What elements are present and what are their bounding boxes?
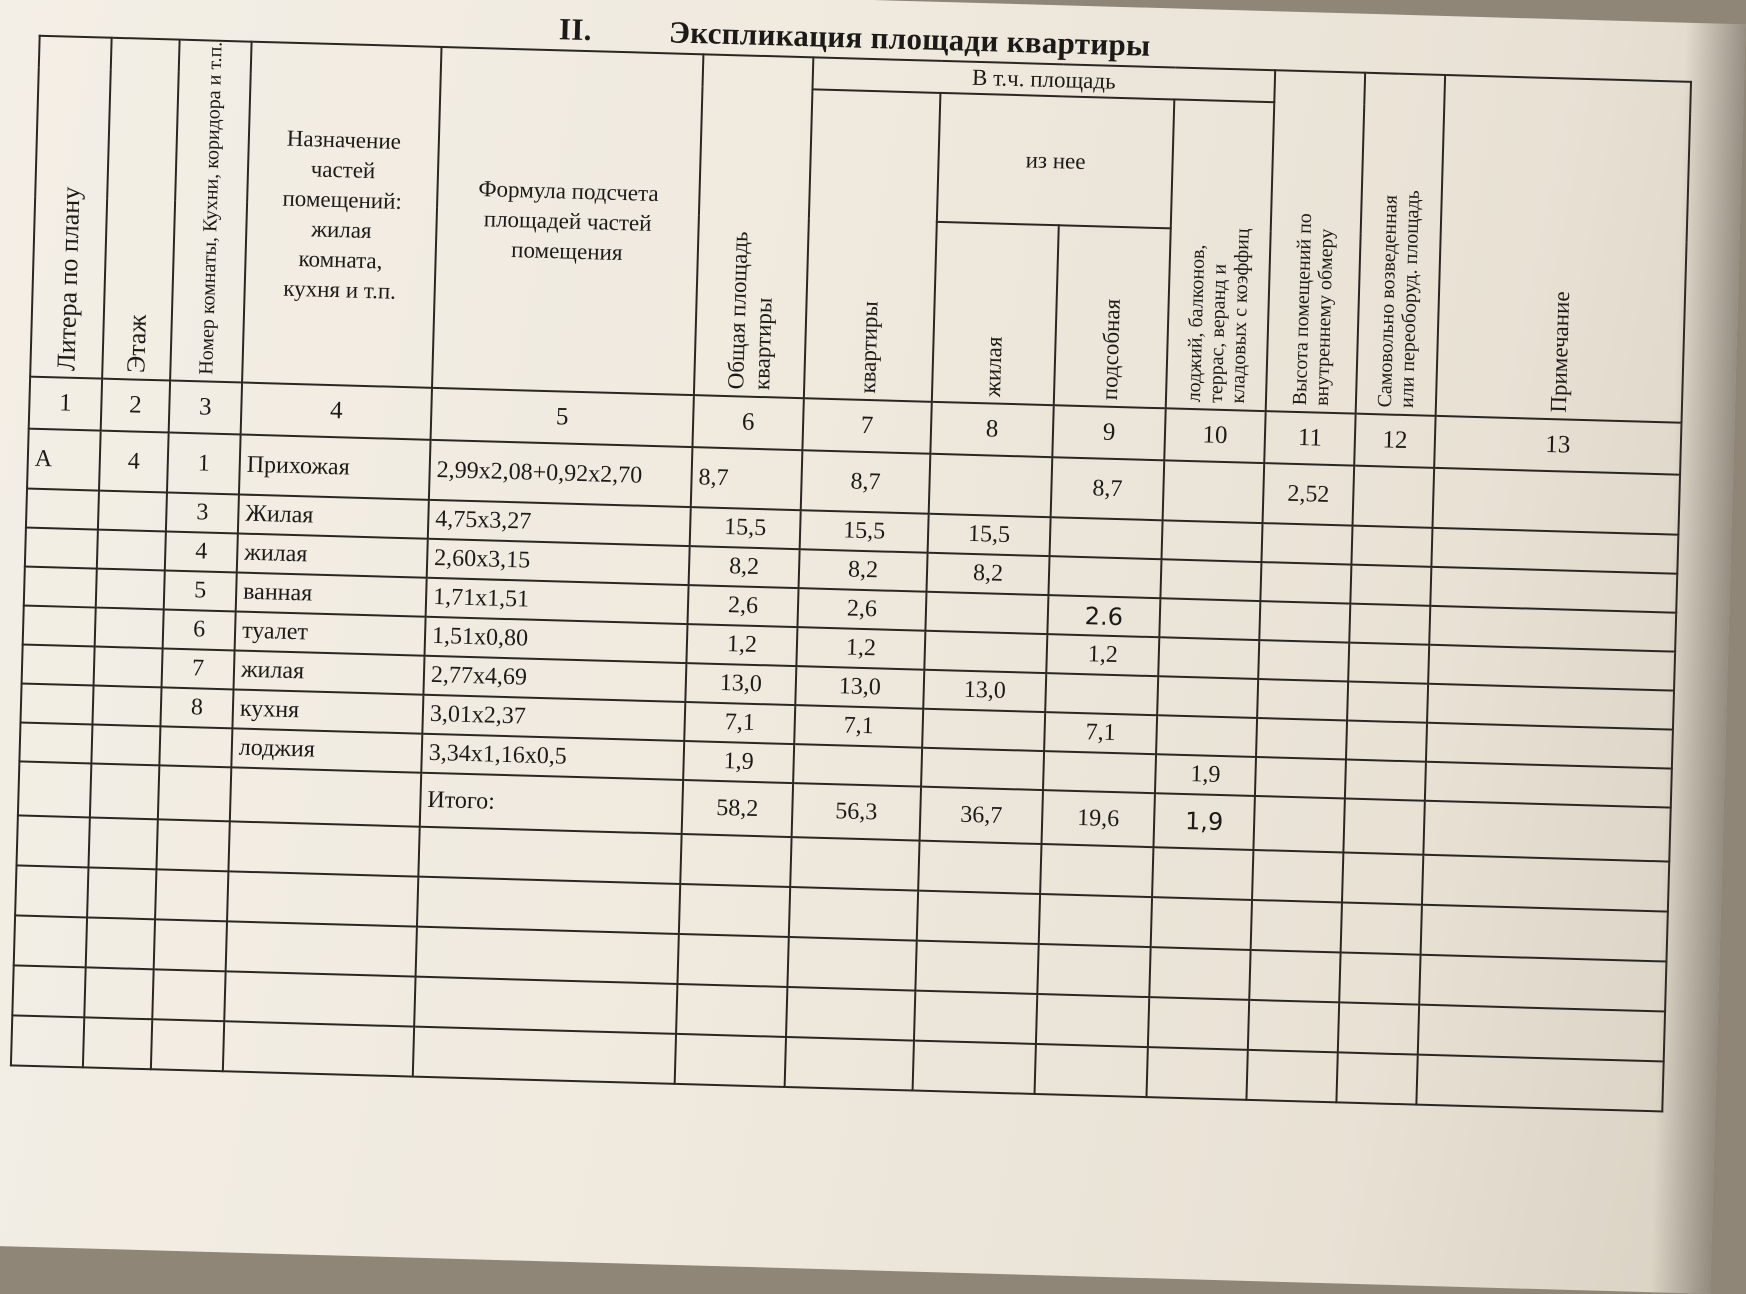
column-numbers-row: 1 2 3 4 5 6 7 8 9 10 11 12 13: [29, 377, 1682, 475]
header-room-number: Номер комнаты, Кухни, коридора и т.п.: [170, 40, 251, 383]
explication-table: [10, 35, 1692, 1113]
table-row: А 4 1 Прихожая 2,99x2,08+0,92x2,70 8,7 8,7 8,7 2,52: [27, 429, 1680, 535]
table-row: 4 жилая 2,60x3,15 8,2 8,2 8,2: [25, 528, 1677, 613]
header-floor: Этаж: [102, 38, 179, 381]
totals-loggia-area: 1,9: [1153, 793, 1254, 850]
table-row: 8 кухня 3,01x2,37 7,1 7,1 7,1: [20, 684, 1672, 769]
header-height: Высота помещений по внутреннему обмеру: [1266, 70, 1365, 414]
header-note: Примечание: [1436, 75, 1691, 423]
header-formula: Формула подсчета площадей частей помещения: [432, 47, 703, 395]
header-self-built: Самовольно возведенная или переоборуд. площадь: [1356, 73, 1445, 416]
header-purpose: Назначение частей помещений: жилая комната, кухня и т.п.: [242, 42, 441, 388]
header-litera: Литера по плану: [30, 36, 111, 379]
title-text: Экспликация площади квартиры: [668, 14, 1152, 63]
header-apartment-area: квартиры: [804, 89, 941, 402]
header-group-including: В т.ч. площадь: [812, 57, 1275, 102]
table-row: 5 ванная 1,71x1,51 2,6 2,6 2.6: [24, 567, 1676, 652]
totals-total-area: 58,2: [682, 780, 793, 837]
header-auxiliary-area: подсобная: [1054, 225, 1171, 408]
totals-apartment-area: 56,3: [792, 783, 921, 841]
header-group-of-which: из нее: [937, 93, 1175, 229]
totals-living-area: 36,7: [920, 787, 1043, 844]
section-number: II.: [558, 11, 593, 48]
handwritten-value: 2.6: [1047, 595, 1160, 637]
table-row: 7 жилая 2,77x4,69 13,0 13,0 13,0: [22, 645, 1674, 730]
header-loggia-area: лоджий, балконов, террас, веранд и кладовых с коэффиц: [1166, 99, 1275, 411]
table-row: 3 Жилая 4,75x3,27 15,5 15,5 15,5: [26, 489, 1678, 574]
totals-label: Итого:: [420, 773, 683, 834]
header-total-area: Общая площадь квартиры: [694, 54, 813, 398]
table-row: 6 туалет 1,51x0,80 1,2 1,2 1,2: [23, 606, 1675, 691]
header-living-area: жилая: [932, 222, 1059, 405]
table-row: лоджия 3,34x1,16x0,5 1,9 1,9: [19, 723, 1671, 808]
totals-auxiliary-area: 19,6: [1041, 790, 1154, 847]
